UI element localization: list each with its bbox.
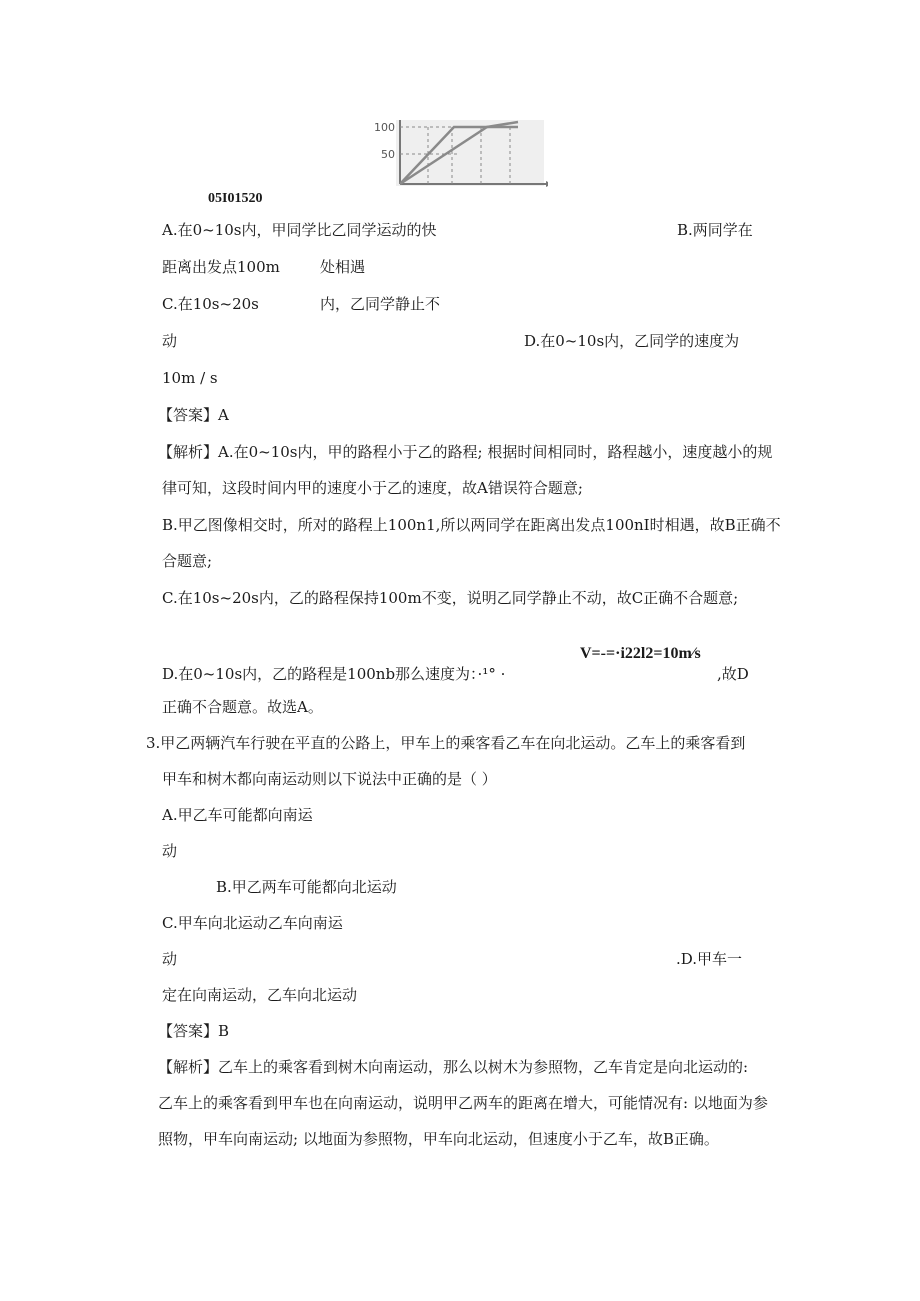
q3-answer: 【答案】B xyxy=(158,1022,230,1040)
q2-option-c: C.在10s~20s xyxy=(162,295,259,313)
q3-explanation-line-1: 【解析】乙车上的乘客看到树木向南运动，那么以树木为参照物，乙车肯定是向北运动的: xyxy=(158,1058,749,1076)
q2-explanation-line-1: 【解析】A.在0~10s内，甲的路程小于乙的路程; 根据时间相同时，路程越小，速度越小的规 xyxy=(158,443,773,461)
q2-option-d: D.在0~10s内，乙同学的速度为 xyxy=(524,332,740,350)
q2-explanation-line-5: C.在10s~20s内，乙的路程保持100m不变，说明乙同学静止不动，故C正确不合题意; xyxy=(162,589,739,607)
q3-option-c-cont: 动 xyxy=(162,950,178,968)
q3-option-a-cont: 动 xyxy=(162,842,178,860)
q2-option-b: B.两同学在 xyxy=(677,221,753,239)
q2-option-a: A.在0~10s内，甲同学比乙同学运动的快 xyxy=(162,221,437,239)
x-axis-arrow xyxy=(546,181,548,187)
q3-option-c: C.甲车向北运动乙车向南运 xyxy=(162,914,343,932)
q2-option-c-end: 动 xyxy=(162,332,178,350)
q2-option-d-cont: 10m / s xyxy=(162,369,218,387)
q3-option-b: B.甲乙两车可能都向北运动 xyxy=(216,878,397,896)
graph-background xyxy=(396,120,544,186)
q2-answer: 【答案】A xyxy=(158,406,229,424)
y-label-50: 50 xyxy=(381,148,395,161)
q3-option-d: .D.甲车一 xyxy=(676,950,743,968)
q3-explanation-line-3: 照物，甲车向南运动; 以地面为参照物，甲车向北运动，但速度小于乙车，故B正确。 xyxy=(158,1130,719,1148)
q2-explanation-line-2: 律可知，这段时间内甲的速度小于乙的速度，故A错误符合题意; xyxy=(162,479,583,497)
q2-explanation-line-6-end: ,故D xyxy=(717,665,749,683)
q3-option-d-cont: 定在向南运动，乙车向北运动 xyxy=(162,986,358,1004)
y-label-100: 100 xyxy=(374,121,395,134)
q3-explanation-line-2: 乙车上的乘客看到甲车也在向南运动，说明甲乙两车的距离在增大，可能情况有: 以地面为参 xyxy=(158,1094,768,1112)
q3-stem-line-1: 3.甲乙两辆汽车行驶在平直的公路上，甲车上的乘客看乙车在向北运动。乙车上的乘客看到 xyxy=(146,734,746,752)
q2-explanation-line-4: 合题意; xyxy=(162,552,213,570)
q2-option-c-cont: 内，乙同学静止不 xyxy=(320,295,441,313)
q2-explanation-line-7: 正确不合题意。故选A。 xyxy=(162,698,323,716)
q2-explanation-line-3: B.甲乙图像相交时，所对的路程上100n1,所以两同学在距离出发点100nI时相遇，故B正确不 xyxy=(162,516,781,534)
q2-explanation-line-6: D.在0~10s内，乙的路程是100nb那么速度为：·¹° · xyxy=(162,665,506,683)
q3-option-a: A.甲乙车可能都向南运 xyxy=(162,806,313,824)
q3-stem-line-2: 甲车和树木都向南运动则以下说法中正确的是（ ） xyxy=(162,770,497,788)
q2-option-b-cont-1: 距离出发点100m xyxy=(162,258,280,276)
speed-formula: V=-=·i22l2=10m⁄s xyxy=(580,645,701,662)
distance-time-graph xyxy=(368,112,548,192)
q2-option-b-cont-2: 处相遇 xyxy=(320,258,366,276)
x-axis-caption: 05I01520 xyxy=(208,191,263,206)
